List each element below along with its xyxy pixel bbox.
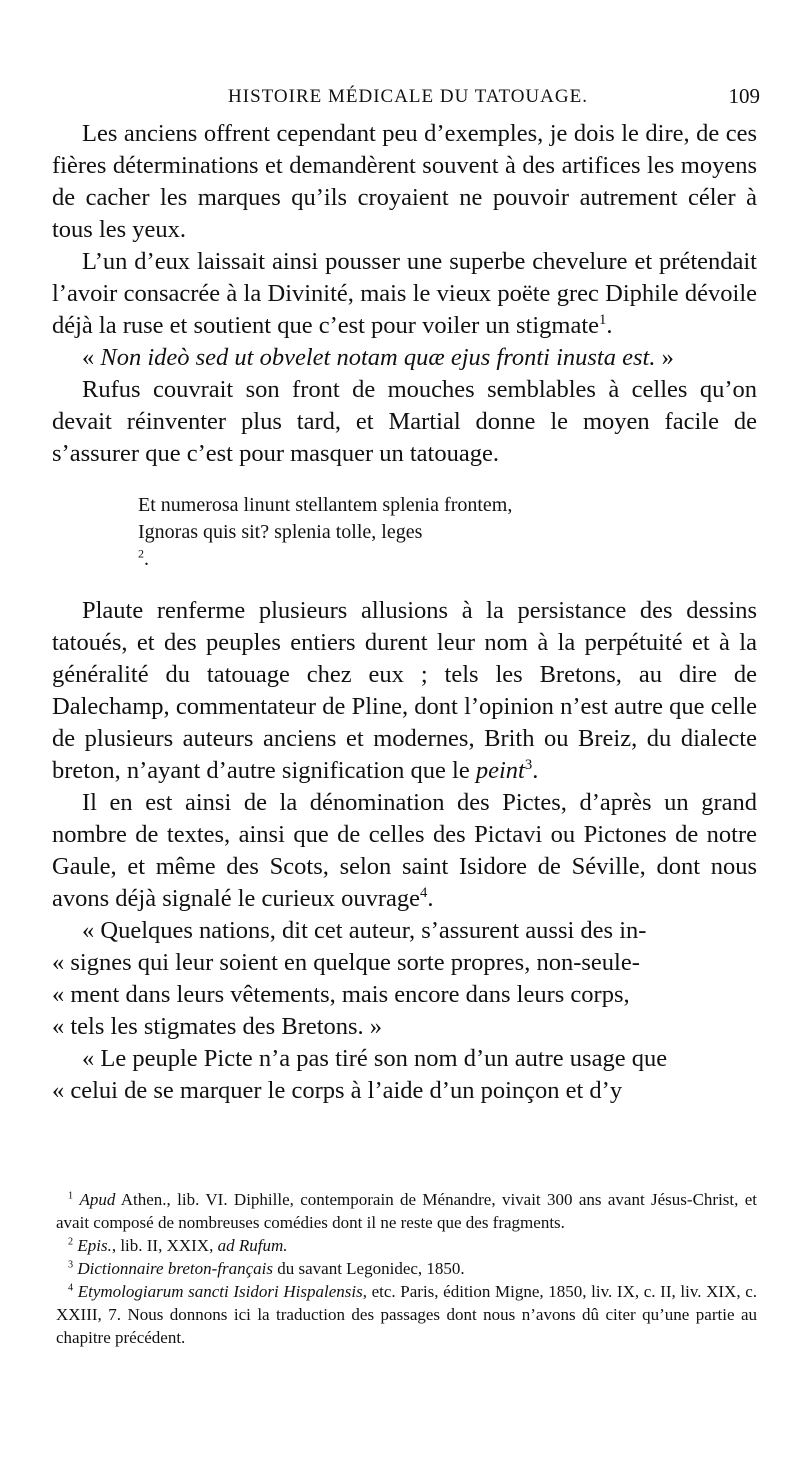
verse-line-2: Ignoras quis sit? splenia tolle, leges $^2$. bbox=[138, 519, 757, 573]
paragraph-5-text: Il en est ainsi de la dénomination des Pictes, d’après un grand nombre de textes, ainsi que de celles des Pictavi ou Pictones de notre Gaule, et même des Scots, selon saint Isidore de Séville, dont nous avons déjà signalé le curieux ouvrage bbox=[52, 789, 757, 912]
martial-verse bbox=[138, 492, 757, 573]
verse-line-1: Et numerosa linunt stellantem splenia frontem, bbox=[138, 494, 513, 516]
footnote-mark: 2 bbox=[68, 1236, 74, 1248]
verse-line-2-text: Ignoras quis sit? splenia tolle, leges bbox=[138, 521, 423, 543]
footnote-ref-1: 1 bbox=[599, 311, 607, 328]
footnote-4-italic: Etymologiarum sancti Isidori Hispalensis bbox=[77, 1282, 363, 1301]
isidore-quote-2 bbox=[52, 1043, 757, 1107]
main-text bbox=[52, 118, 757, 1107]
footnote-3-text: du savant Legonidec, 1850. bbox=[272, 1259, 465, 1278]
latin-quote-text: Non ideò sed ut obvelet notam quæ ejus fronti inusta est. bbox=[100, 344, 656, 371]
footnote-4-text: , etc. Paris, édition Migne, 1850, liv. IX, c. II, liv. XIX, c. XXIII, 7. Nous donnons ici la traduction des passages dont nous n’avons dû citer qu’une partie au chapitre précédent. bbox=[56, 1282, 757, 1347]
footnote-2-italic: Epis. bbox=[77, 1236, 112, 1255]
paragraph-2-text: L’un d’eux laissait ainsi pousser une superbe chevelure et prétendait l’avoir consacrée à la Divinité, mais le vieux poëte grec Diphile dévoile déjà la ruse et soutient que c’est pour voiler un stigmate bbox=[52, 248, 757, 339]
quote-line: « celui de se marquer le corps à l’aide d’un poinçon et d’y bbox=[52, 1077, 623, 1104]
footnote-1-text: Athen., lib. VI. Diphille, contemporain de Ménandre, vivait 300 ans avant Jésus-Christ, et avait composé de nombreuses comédies dont il ne reste que des fragments. bbox=[56, 1190, 758, 1232]
footnote-mark: 4 bbox=[68, 1282, 74, 1294]
quote-line: « tels les stigmates des Bretons. » bbox=[52, 1013, 383, 1040]
quote-open: « bbox=[82, 344, 101, 371]
footnote-1 bbox=[56, 1188, 757, 1234]
page-number: 109 bbox=[728, 84, 760, 108]
footnote-2-italic-end: ad Rufum. bbox=[217, 1236, 288, 1255]
paragraph-4-text: Plaute renferme plusieurs allusions à la persistance des dessins tatoués, et des peuples entiers durent leur nom à la perpétuité et à la généralité du tatouage chez eux ; tels les Bretons, au dire de Dalechamp, commentateur de Pline, dont l’opinion n’est autre que celle de plusieurs auteurs anciens et modernes, Brith ou Breiz, du dialecte breton, n’ayant d’autre signification que le bbox=[52, 597, 757, 784]
footnote-ref-3: 3 bbox=[524, 756, 533, 773]
paragraph-5: Il en est ainsi de la dénomination des Pictes, d’après un grand nombre de textes, ainsi que de celles des Pictavi ou Pictones de notre Gaule, et même des Scots, selon saint Isidore de Séville, dont nous avons déjà signalé le curieux ouvrage$^4$. bbox=[52, 789, 757, 912]
footnote-3-italic: Dictionnaire breton-français bbox=[77, 1259, 273, 1278]
paragraph-1: Les anciens offrent cependant peu d’exemples, je dois le dire, de ces fières déterminations et demandèrent souvent à des artifices les moyens de cacher les marques qu’ils croyaient ne pouvoir autrement céler à tous les yeux. bbox=[52, 120, 757, 243]
paragraph-3: Rufus couvrait son front de mouches semblables à celles qu’on devait réinventer plus tard, et Martial donne le moyen facile de s’assurer que c’est pour masquer un tatouage. bbox=[52, 376, 757, 467]
latin-quotation bbox=[52, 342, 757, 374]
footnote-1-italic: Apud bbox=[79, 1190, 116, 1209]
running-title: HISTOIRE MÉDICALE DU TATOUAGE. bbox=[228, 86, 588, 107]
quote-line: « Le peuple Picte n’a pas tiré son nom d’un autre usage que bbox=[82, 1045, 668, 1072]
footnote-mark: 1 bbox=[68, 1190, 74, 1202]
quote-line: « Quelques nations, dit cet auteur, s’assurent aussi des in- bbox=[82, 917, 647, 944]
quote-close: » bbox=[655, 344, 674, 371]
page-header bbox=[56, 84, 760, 114]
paragraph-2: L’un d’eux laissait ainsi pousser une superbe chevelure et prétendait l’avoir consacrée à la Divinité, mais le vieux poëte grec Diphile dévoile déjà la ruse et soutient que c’est pour voiler un stigmate$^1$. bbox=[52, 248, 757, 339]
quote-line: « signes qui leur soient en quelque sorte propres, non-seule- bbox=[52, 949, 640, 976]
footnote-ref-2: 2 bbox=[138, 546, 144, 561]
footnote-3 bbox=[56, 1257, 757, 1280]
footnote-mark: 3 bbox=[68, 1259, 74, 1271]
paragraph-4: Plaute renferme plusieurs allusions à la persistance des dessins tatoués, et des peuples entiers durent leur nom à la perpétuité et à la généralité du tatouage chez eux ; tels les Bretons, au dire de Dalechamp, commentateur de Pline, dont l’opinion n’est autre que celle de plusieurs auteurs anciens et modernes, Brith ou Breiz, du dialecte breton, n’ayant d’autre signification que le peint$^3$. bbox=[52, 597, 757, 784]
footnotes bbox=[56, 1188, 757, 1349]
quote-line: « ment dans leurs vêtements, mais encore dans leurs corps, bbox=[52, 981, 630, 1008]
footnote-2-text: , lib. II, XXIX, bbox=[111, 1236, 218, 1255]
isidore-quote-1 bbox=[52, 915, 757, 1043]
footnote-2 bbox=[56, 1234, 757, 1257]
footnote-ref-4: 4 bbox=[420, 884, 428, 901]
italic-word-peint: peint bbox=[475, 757, 525, 784]
footnote-4 bbox=[56, 1280, 757, 1349]
